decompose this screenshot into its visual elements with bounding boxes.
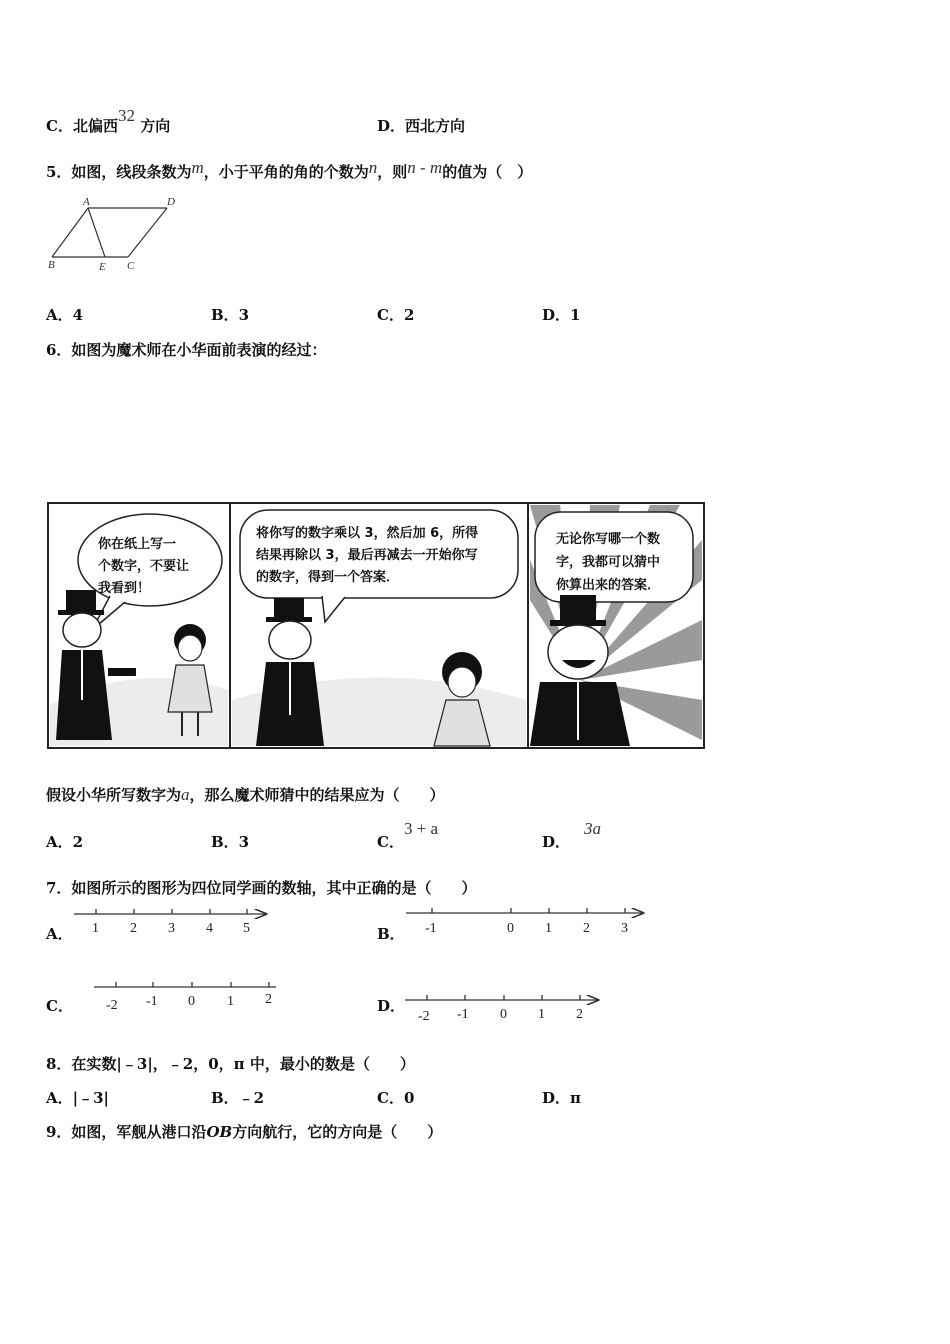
q6-option-c: C．3 + a <box>377 819 439 851</box>
q5-option-b: B．3 <box>211 306 250 324</box>
q8-option-d: D．π <box>542 1089 581 1107</box>
tick-d-5: 2 <box>576 1007 583 1022</box>
q9-stem: 9．如图，军舰从港口沿OB方向航行，它的方向是（ ） <box>46 1123 443 1141</box>
panel3-line-3: 你算出来的答案． <box>556 578 661 593</box>
label-c: C <box>127 260 135 272</box>
panel1-line-3: 我看到！ <box>98 581 151 596</box>
q7-label-d: D． <box>377 997 406 1015</box>
q6-option-b: B．3 <box>211 833 250 851</box>
tick-d-3: 0 <box>500 1007 507 1022</box>
tick-c-2: -1 <box>146 994 158 1009</box>
q4-option-c: C．北偏西32 方向 <box>46 106 171 135</box>
tick-d-2: -1 <box>457 1007 469 1022</box>
q8-option-c: C．0 <box>377 1089 415 1107</box>
q8-option-b: B．﹣2 <box>211 1089 265 1107</box>
q6-question: 假设小华所写数字为a，那么魔术师猜中的结果应为（ ） <box>46 785 445 804</box>
q7-label-a: A． <box>46 925 73 943</box>
label-b: B <box>48 259 55 271</box>
panel2-line-2: 结果再除以 3，最后再减去一开始你写 <box>256 548 478 563</box>
q4-option-d: D．西北方向 <box>377 117 466 135</box>
panel3-line-2: 字，我都可以猜中 <box>556 555 661 570</box>
label-d: D <box>167 196 175 208</box>
panel1-line-2: 个数字，不要让 <box>98 559 190 574</box>
q7-stem: 7．如图所示的图形为四位同学画的数轴，其中正确的是（ ） <box>46 879 477 897</box>
tick-a-3: 3 <box>168 921 175 936</box>
tick-c-4: 1 <box>227 994 234 1009</box>
q6-stem: 6．如图为魔术师在小华面前表演的经过： <box>46 341 327 359</box>
q5-option-c: C．2 <box>377 306 415 324</box>
tick-c-5: 2 <box>265 992 272 1007</box>
q6-option-a: A．2 <box>46 833 84 851</box>
tick-b-2: 0 <box>507 921 514 936</box>
tick-d-4: 1 <box>538 1007 545 1022</box>
panel3-line-1: 无论你写哪一个数 <box>556 532 661 547</box>
number-line-a <box>74 909 266 914</box>
number-line-c <box>94 982 276 987</box>
tick-c-1: -2 <box>106 998 118 1013</box>
number-line-b <box>406 908 643 913</box>
tick-a-1: 1 <box>92 921 99 936</box>
label-e: E <box>99 261 106 273</box>
panel2-line-3: 的数字，得到一个答案． <box>256 570 400 585</box>
q7-label-c: C． <box>46 997 73 1015</box>
tick-a-2: 2 <box>130 921 137 936</box>
tick-b-1: -1 <box>425 921 437 936</box>
tick-b-4: 2 <box>583 921 590 936</box>
q5-option-a: A．4 <box>46 306 84 324</box>
label-a: A <box>83 196 90 208</box>
q7-label-b: B． <box>377 925 405 943</box>
number-line-d <box>405 995 598 1000</box>
tick-c-3: 0 <box>188 994 195 1009</box>
q8-option-a: A．|﹣3| <box>46 1089 109 1107</box>
tick-d-1: -2 <box>418 1009 430 1024</box>
tick-b-5: 3 <box>621 921 628 936</box>
tick-a-5: 5 <box>243 921 250 936</box>
q8-stem: 8．在实数|﹣3|，﹣2，0，π 中，最小的数是（ ） <box>46 1055 415 1073</box>
q5-option-d: D．1 <box>542 306 581 324</box>
panel2-line-1: 将你写的数字乘以 3，然后加 6，所得 <box>256 526 479 541</box>
panel1-line-1: 你在纸上写一 <box>98 537 177 552</box>
tick-a-4: 4 <box>206 921 213 936</box>
q5-stem: 5．如图，线段条数为m，小于平角的角的个数为n，则n - m的值为（ ） <box>46 158 533 181</box>
tick-b-3: 1 <box>545 921 552 936</box>
q6-option-d: D．3a <box>542 819 602 851</box>
